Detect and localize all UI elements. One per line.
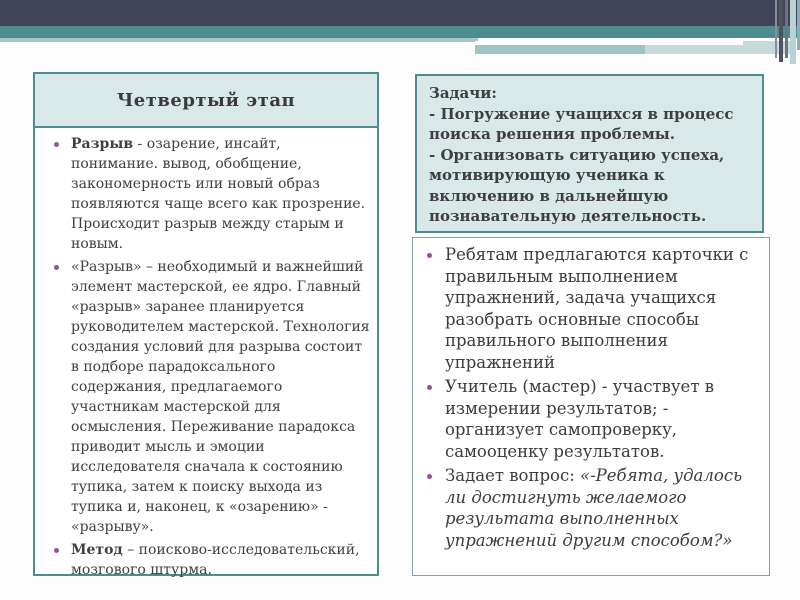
stage-bullet-item (47, 540, 371, 580)
bullet-dot-icon (54, 142, 59, 147)
stage-panel-header (35, 74, 377, 128)
stage-title: Четвертый этап (116, 89, 296, 111)
bullet-dot-icon (427, 253, 432, 258)
top-dark-bar (0, 0, 800, 26)
teal-stripe (0, 26, 800, 38)
stage-bullet-item (47, 134, 371, 254)
corner-stripe-3 (785, 0, 788, 58)
bullet-text: Задает вопрос: (445, 466, 581, 485)
stage-panel-body (35, 128, 377, 589)
bullet-text: «Разрыв» – необходимый и важнейший элемент мастерской, ее ядро. Главный «разрыв» заранее планируется руководителем мастерской. Технология создания условий для разрыва состоит в подборе парадоксального содержания, предлагаемого участникам мастерской для осмысления. Переживание парадокса приводит мысль и эмоции исследователя сначала к состоянию тупика, затем к поиску выхода из тупика и, наконец, к «озарению» - «разрыву». (71, 259, 370, 535)
tasks-panel (415, 74, 764, 233)
tasks-heading: Задачи: (429, 84, 497, 102)
bullet-text: - озарение, инсайт, понимание. вывод, обобщение, закономерность или новый образ появляются чаще всего как прозрение. Происходит разрыв между старым и новым. (71, 136, 366, 252)
bullet-dot-icon (54, 265, 59, 270)
light-stripe-left (0, 38, 478, 42)
bullet-dot-icon (54, 548, 59, 553)
activity-panel (412, 237, 770, 576)
activity-bullet-item (421, 376, 761, 462)
bullet-text: Учитель (мастер) - участвует в измерении результатов; - организует самопроверку, самооценку результатов. (445, 377, 714, 461)
bullet-text: Ребятам предлагаются карточки с правильным выполнением упражнений, задача учащихся разобрать основные способы правильного выполнения упражнений (445, 245, 749, 372)
corner-stripe-4 (790, 0, 796, 64)
tasks-line: - Погружение учащихся в процесс поиска решения проблемы. (429, 104, 734, 143)
white-stripe (475, 41, 743, 45)
bullet-quote: «-Ребята, удалось ли достигнуть желаемого результата выполненных упражнений другим способом?» (445, 466, 743, 550)
bullet-lead: Метод (71, 542, 123, 558)
corner-stripe-1 (775, 0, 777, 58)
activity-bullet-item (421, 244, 761, 373)
tasks-line: - Организовать ситуацию успеха, мотивирующую ученика к включению в дальнейшую познавательную деятельность. (429, 145, 725, 225)
stage-bullet-item (47, 257, 371, 537)
stage-panel (33, 72, 379, 576)
corner-stripe-2 (779, 0, 783, 62)
bullet-lead: Разрыв (71, 136, 134, 152)
stage-bullet-list (47, 134, 371, 580)
bullet-text: – поисково-исследовательский, мозгового штурма. (71, 542, 360, 578)
mid-stripe-right (475, 45, 645, 54)
bullet-dot-icon (427, 385, 432, 390)
bullet-dot-icon (427, 474, 432, 479)
activity-bullet-item (421, 465, 761, 551)
activity-bullet-list (421, 244, 761, 551)
